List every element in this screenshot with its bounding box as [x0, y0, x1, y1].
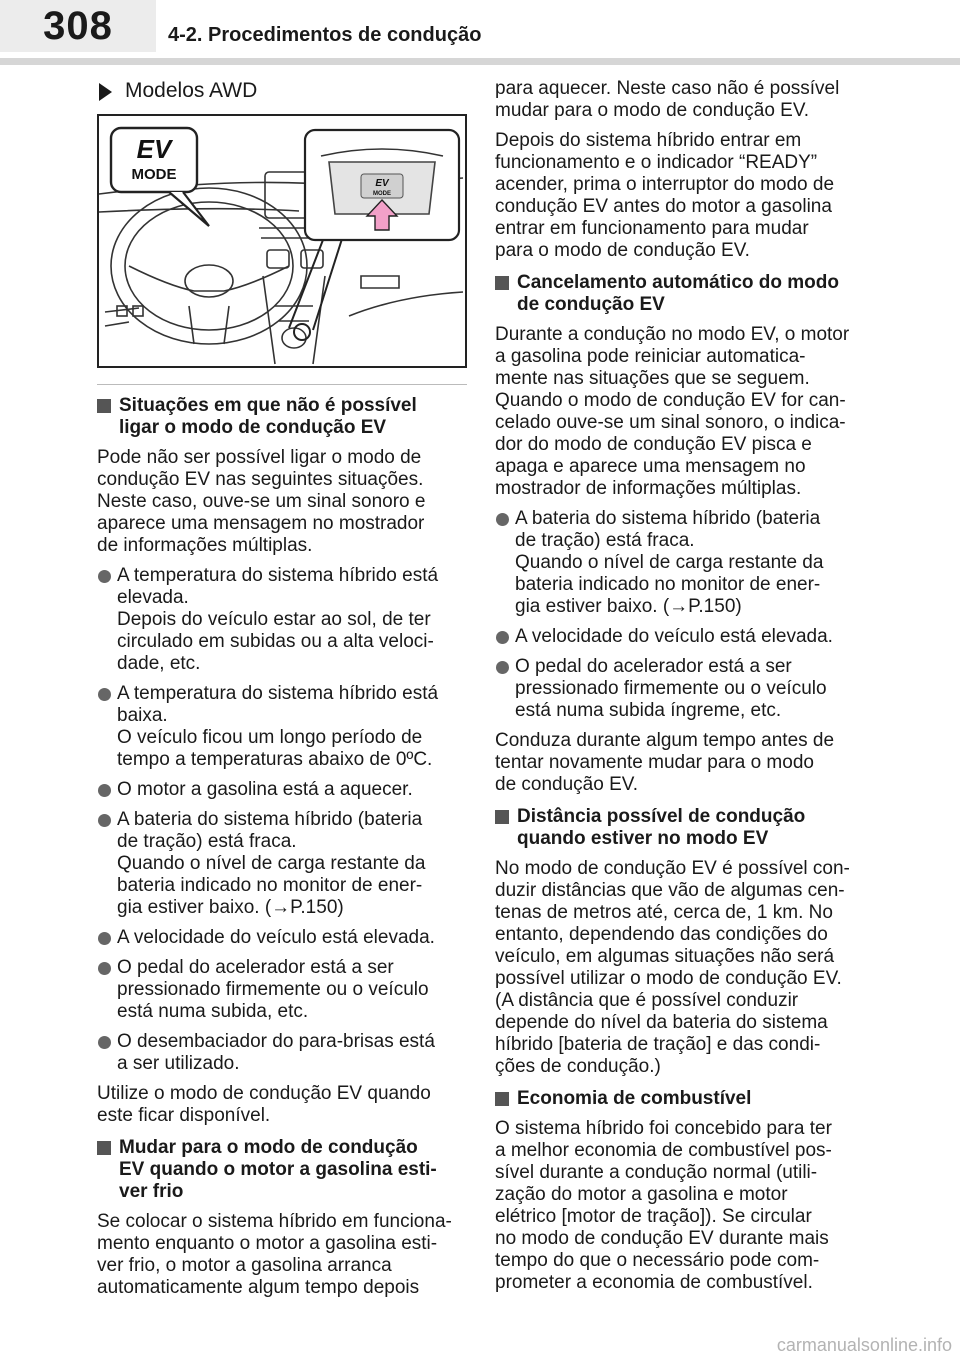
small-mode-label: MODE: [373, 191, 391, 197]
list-item: O pedal do acelerador está a ser pressionado firmemente ou o veículo está numa subida, etc.: [97, 957, 467, 1023]
small-ev-label: EV: [375, 178, 389, 189]
section-title: 4-2. Procedimentos de condução: [168, 24, 482, 46]
list-item: O motor a gasolina está a aquecer.: [97, 779, 467, 801]
big-ev-label: EV: [136, 134, 172, 164]
paragraph: Pode não ser possível ligar o modo de condução EV nas seguintes situações. Neste caso, ouve-se um sinal sonoro e aparece uma mensagem no mostrador de informações múltiplas.: [97, 447, 426, 556]
bullet-dot-icon: [98, 688, 111, 701]
right-column: [495, 78, 867, 1302]
figure-rule: [97, 384, 467, 385]
paragraph: para aquecer. Neste caso não é possível mudar para o modo de condução EV.: [495, 78, 840, 121]
bullet-dot-icon: [98, 962, 111, 975]
bullet-dot-icon: [496, 661, 509, 674]
paragraph: Conduza durante algum tempo antes de tentar novamente mudar para o modo de condução EV.: [495, 730, 835, 795]
heading-ev-unavailable: Situações em que não é possível ligar o modo de condução EV: [97, 395, 467, 439]
triangle-icon: [99, 83, 112, 101]
paragraph: Se colocar o sistema híbrido em funciona- mento enquanto o motor a gasolina esti- ver frio, o motor a gasolina arranca automaticamente algum tempo depois: [97, 1211, 452, 1298]
paragraph: Depois do sistema híbrido entrar em funcionamento e o indicador “READY” acender, prima o interruptor do modo de condução EV antes do motor a gasolina entrar em funcionamento para mudar para o modo de condução EV.: [495, 130, 835, 261]
model-heading: Modelos AWD: [97, 80, 467, 102]
list-item: A velocidade do veículo está elevada.: [495, 626, 867, 648]
big-mode-label: MODE: [131, 166, 177, 183]
list-item: A velocidade do veículo está elevada.: [97, 927, 467, 949]
square-bullet-icon: [495, 1092, 509, 1106]
paragraph: Durante a condução no modo EV, o motor a gasolina pode reiniciar automatica- mente nas situações que se seguem. Quando o modo de condução EV for can- celado ouve-se um sinal sonoro, o indica- dor do modo de condução EV pisca e apaga e aparece uma mensagem no mostrador de informações múltiplas.: [495, 324, 850, 499]
bullet-dot-icon: [98, 814, 111, 827]
heading-auto-cancel: Cancelamento automático do modo de condução EV: [495, 272, 867, 316]
paragraph: No modo de condução EV é possível con- duzir distâncias que vão de algumas cen- tenas de metros até, cerca de, 1 km. No entanto, dependendo das condições do veículo, em algumas situações não será possível utilizar o modo de condução EV. (A distância que é possível conduzir depende do nível da bateria do sistema híbrido [bateria de tração] e das condi- ções de condução.): [495, 858, 850, 1077]
list-item: A temperatura do sistema híbrido está baixa. O veículo ficou um longo período de tempo a temperaturas abaixo de 0ºC.: [97, 683, 467, 771]
ev-mode-illustration: [97, 114, 467, 368]
bullet-dot-icon: [98, 932, 111, 945]
square-bullet-icon: [495, 810, 509, 824]
square-bullet-icon: [495, 276, 509, 290]
left-column: [97, 78, 467, 1307]
paragraph: O sistema híbrido foi concebido para ter a melhor economia de combustível pos- sível durante a condução normal (utili- zação do motor a gasolina e motor elétrico [motor de tração]). Se circular no modo de condução EV durante mais tempo do que o necessário pode com- prometer a economia de combustível.: [495, 1118, 832, 1293]
paragraph: Utilize o modo de condução EV quando este ficar disponível.: [97, 1083, 431, 1126]
bullet-dot-icon: [98, 784, 111, 797]
bullet-dot-icon: [98, 1036, 111, 1049]
list-item: A bateria do sistema híbrido (bateria de tração) está fraca. Quando o nível de carga restante da bateria indicado no monitor de ener- gia estiver baixo. (→P.150): [495, 508, 867, 618]
square-bullet-icon: [97, 1141, 111, 1155]
bullet-dot-icon: [98, 570, 111, 583]
heading-fuel-economy: Economia de combustível: [495, 1088, 867, 1110]
bullet-dot-icon: [496, 513, 509, 526]
header-rule: [0, 58, 960, 65]
list-item: O pedal do acelerador está a ser pressionado firmemente ou o veículo está numa subida íngreme, etc.: [495, 656, 867, 722]
bullet-dot-icon: [496, 631, 509, 644]
list-item: A bateria do sistema híbrido (bateria de tração) está fraca. Quando o nível de carga restante da bateria indicado no monitor de ener- gia estiver baixo. (→P.150): [97, 809, 467, 919]
square-bullet-icon: [97, 399, 111, 413]
dashboard-drawing: [99, 116, 465, 366]
heading-cold-engine: Mudar para o modo de condução EV quando o motor a gasolina esti- ver frio: [97, 1137, 467, 1203]
heading-ev-distance: Distância possível de condução quando estiver no modo EV: [495, 806, 867, 850]
watermark: carmanualsonline.info: [776, 1335, 952, 1355]
list-item: A temperatura do sistema híbrido está elevada. Depois do veículo estar ao sol, de ter circulado em subidas ou a alta veloci- dade, etc.: [97, 565, 467, 675]
page-number: 308: [0, 0, 156, 52]
list-item: O desembaciador do para-brisas está a ser utilizado.: [97, 1031, 467, 1075]
